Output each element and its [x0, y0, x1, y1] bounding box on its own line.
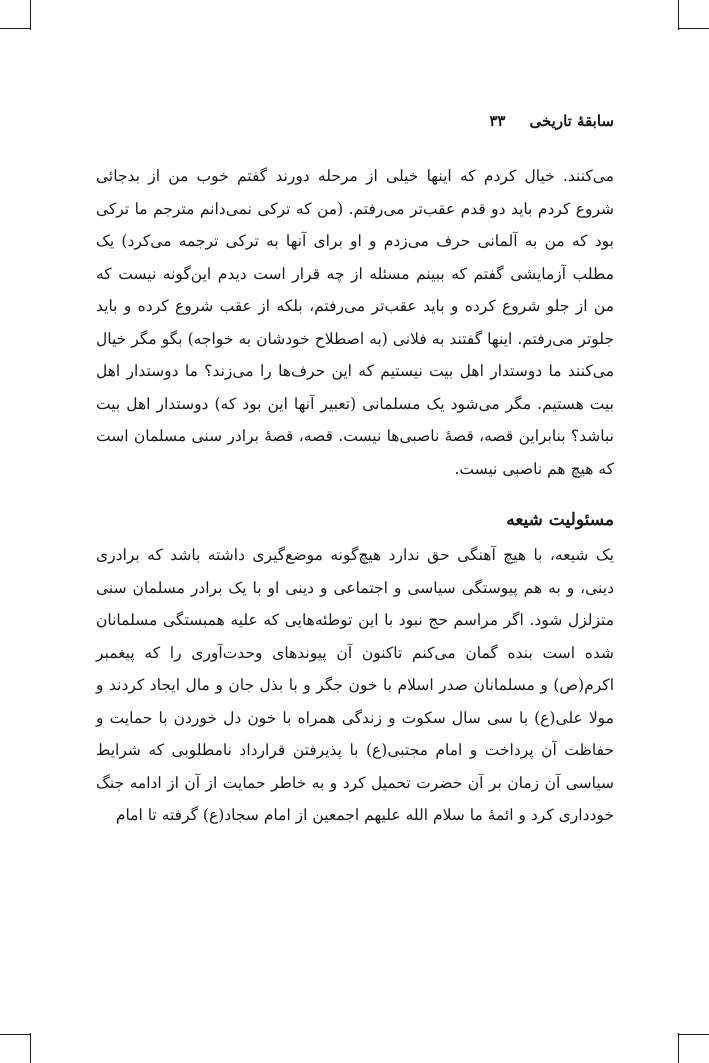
crop-mark-top-right-h [679, 28, 709, 29]
crop-mark-bottom-left-h [0, 1034, 30, 1035]
body-paragraph-1: می‌کنند. خیال کردم که اینها خیلی از مرحله دورند گفتم خوب من از بدجائی شروع کردم باید دو قدم عقب‌تر می‌رفتم. (من که ترکی نمی‌دانم مترجم ما ترکی بود که من به آلمانی حرف می‌زدم و او برای آنها به ترکی ترجمه می‌کرد) یک مطلب آزمایشی گفتم که ببینم مسئله از چه قرار است دیدم این‌گونه نیست که من از جلو شروع کرده و باید عقب‌تر می‌رفتم، بلکه از عقب شروع کرده و باید جلوتر می‌رفتم. اینها گفتند به فلانی (به اصطلاح خودشان به خواجه) بگو مگر خیال می‌کنند ما دوستدار اهل بیت نیستیم که این حرف‌ها را می‌زند؟ ما دوستدار اهل بیت هستیم. مگر می‌شود یک مسلمانی (تعبیر آنها این بود که) دوستدار اهل بیت نباشد؟ بنابراین قصه، قصهٔ ناصبی‌ها نیست. قصه، قصهٔ برادر سنی مسلمان است که هیچ هم ناصبی نیست. [96, 167, 614, 478]
crop-mark-top-right-v [678, 0, 679, 30]
book-page [96, 112, 614, 832]
running-header [96, 112, 614, 146]
crop-mark-top-left-h [0, 28, 30, 29]
crop-mark-top-left-v [30, 0, 31, 30]
body-paragraph-2: یک شیعه، با هیچ آهنگی حق ندارد هیچ‌گونه موضع‌گیری داشته باشد که برادری دینی، و به هم پیوستگی سیاسی و اجتماعی و دینی او با یک برادر مسلمان سنی متزلزل شود. اگر مراسم حج نبود با این توطئه‌هایی که علیه همبستگی مسلمانان شده است بنده گمان می‌کنم تاکنون آن پیوندهای وحدت‌آوری را که پیغمبر اکرم(ص) و مسلمانان صدر اسلام با خون جگر و با بذل جان و مال ایجاد کردند و مولا علی(ع) با سی سال سکوت و زندگی همراه با خون دل خوردن با حمایت و حفاظت آن پرداخت و امام مجتبی(ع) با پذیرفتن قرارداد نامطلوبی که شرایط سیاسی آن زمان بر آن حضرت تحمیل کرد و به خاطر حمایت از آن از ادامه جنگ خودداری کرد و ائمهٔ ما سلام الله علیهم اجمعین از امام سجاد(ع) گرفته تا امام [96, 546, 614, 824]
section-heading: مسئولیت شیعه [506, 510, 614, 530]
page-number: ۳۳ [489, 112, 506, 130]
crop-mark-bottom-right-h [679, 1034, 709, 1035]
running-header-title: سابقهٔ تاریخی [529, 112, 614, 130]
crop-mark-bottom-right-v [678, 1033, 679, 1063]
crop-mark-bottom-left-v [30, 1033, 31, 1063]
